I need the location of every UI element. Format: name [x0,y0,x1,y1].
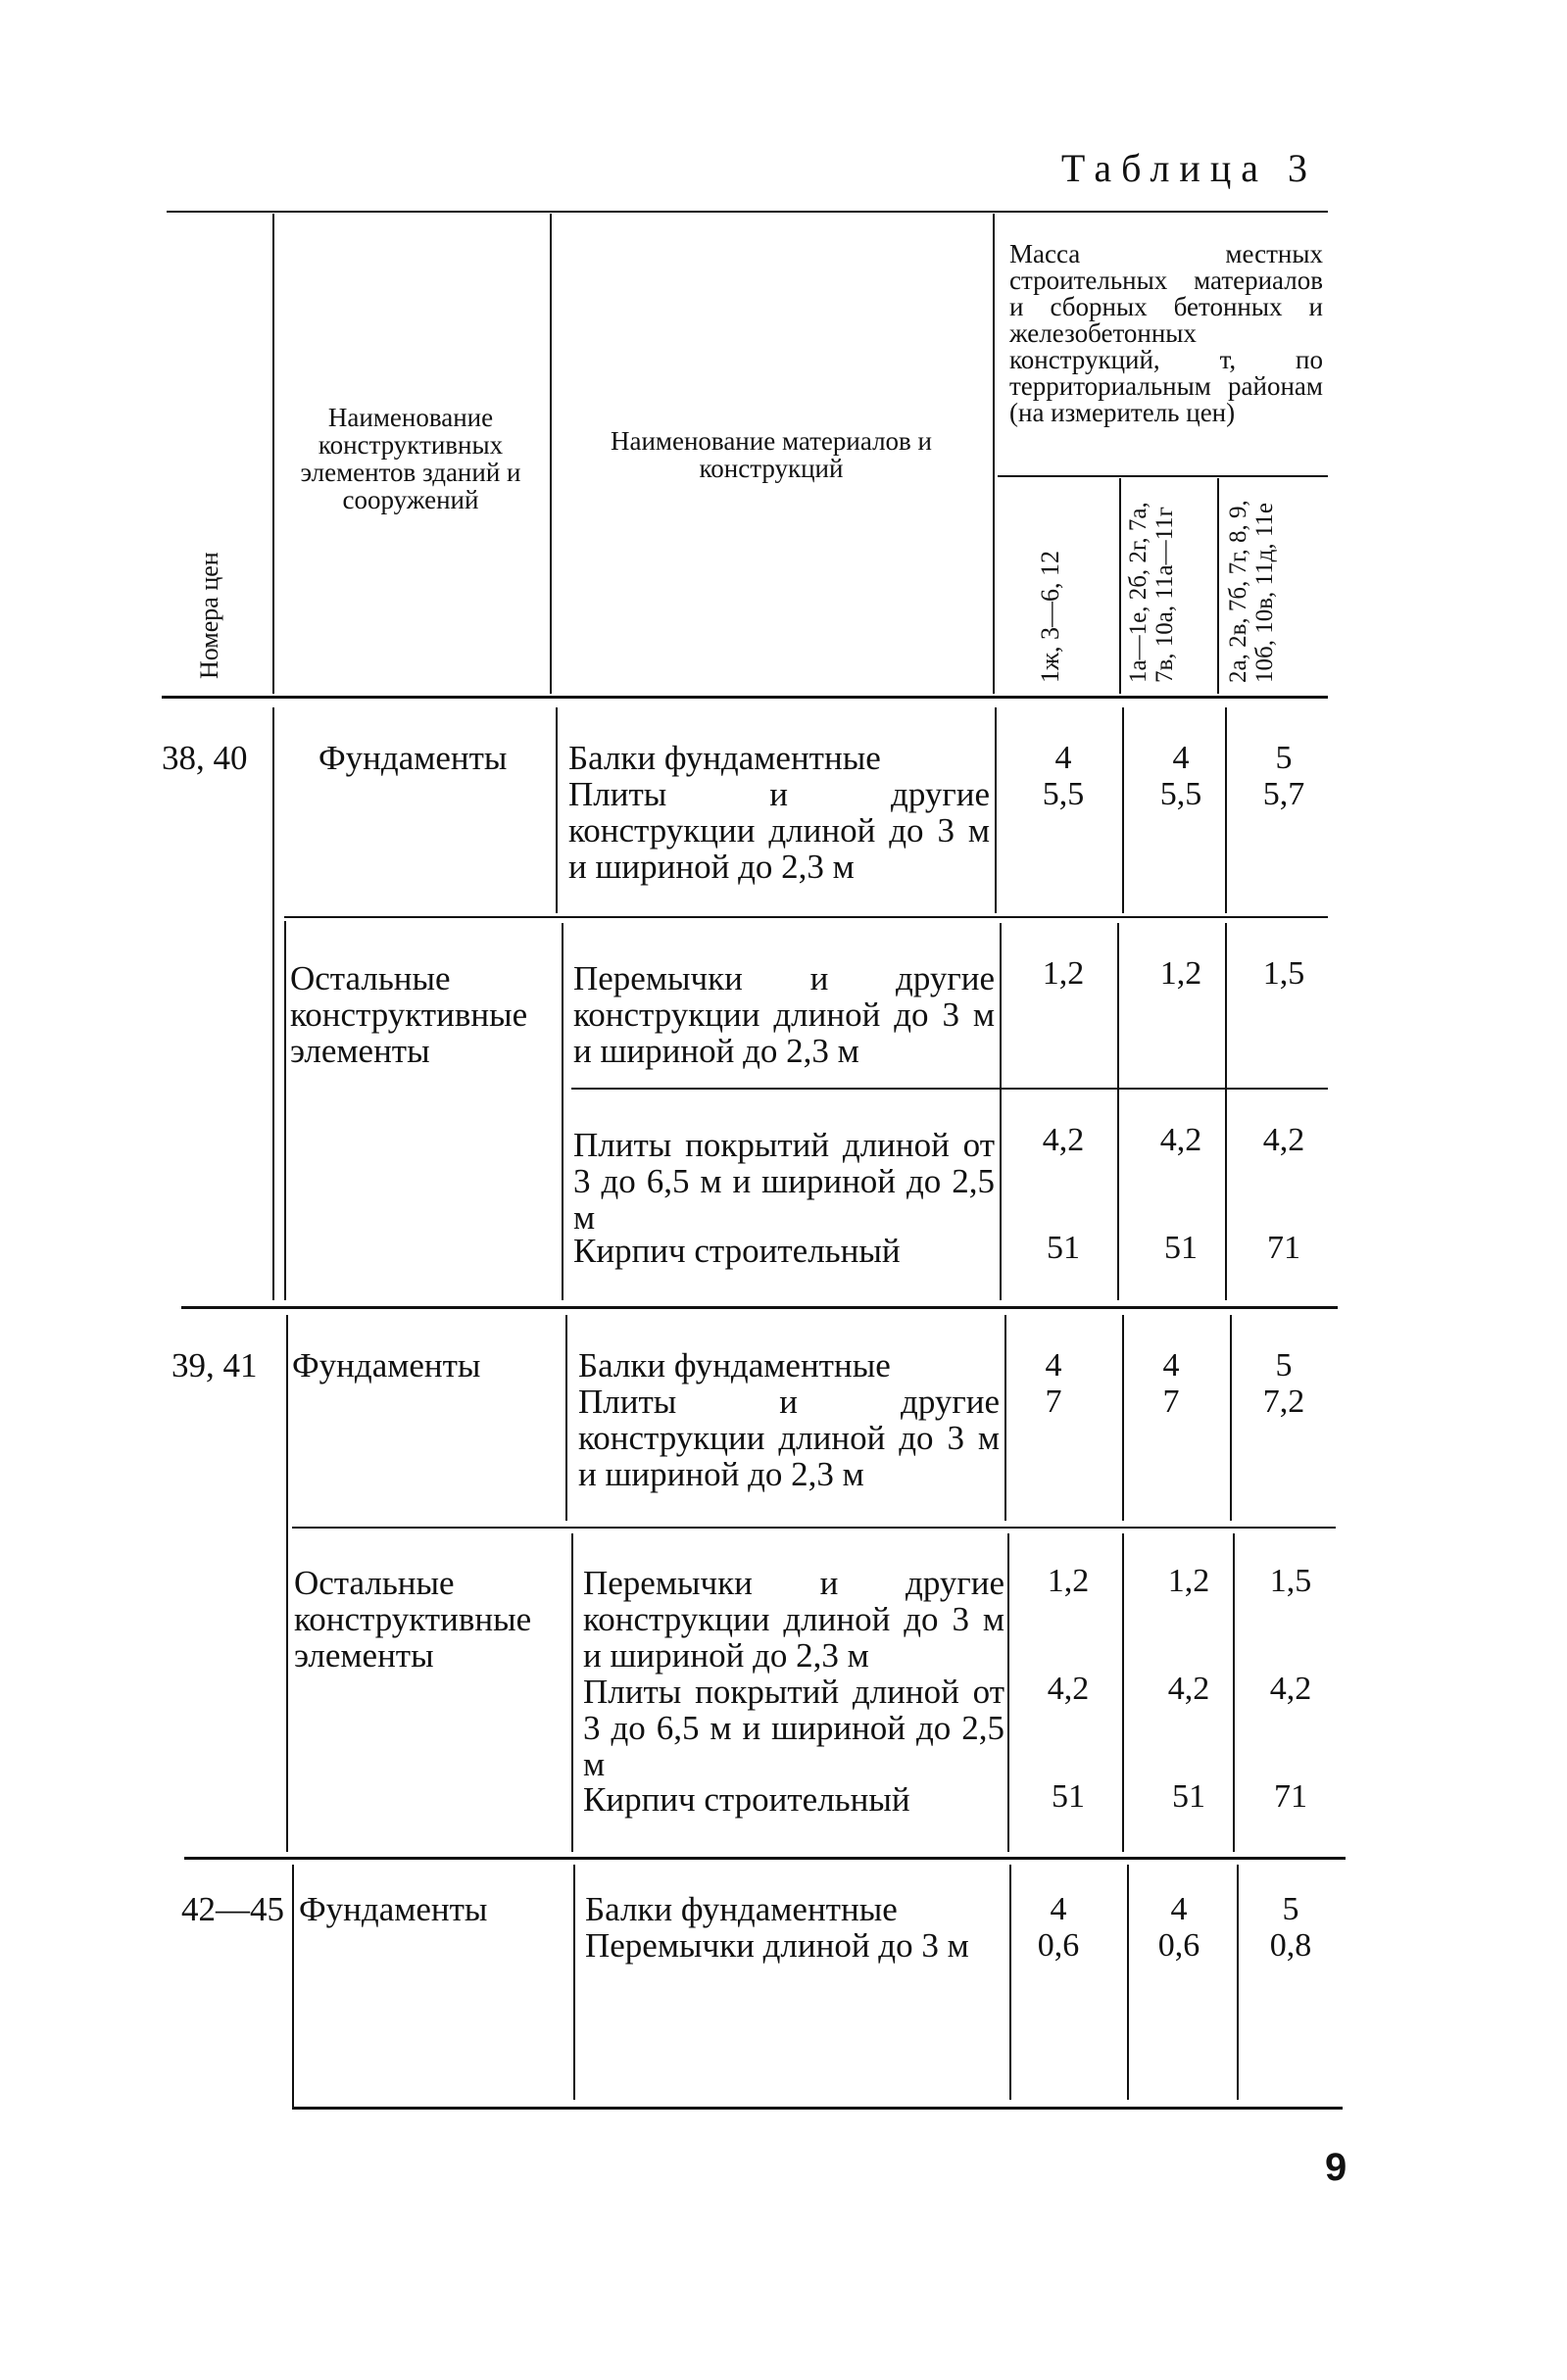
section-element-g2-s1: Фундаменты [292,1346,481,1384]
value: 51 [1047,1230,1080,1266]
divider-g1-b [556,707,558,913]
value: 7 [1162,1384,1180,1420]
value: 4,2 [1262,1122,1305,1158]
divider-g2-b [565,1315,567,1521]
value: 5 [1275,740,1293,776]
section-rule-g1 [284,916,1328,918]
header-zone-1: 1ж, 3—6, 12 [1036,551,1064,683]
header-divider-2 [550,214,552,694]
header-divider-5 [1217,478,1219,694]
value: 71 [1267,1230,1300,1266]
value: 4 [1050,1891,1067,1927]
section-element-g3-s1: Фундаменты [299,1890,488,1928]
header-bottom-rule [162,696,1328,699]
header-zone-3: 2а, 2в, 7б, 7г, 8, 9, 10б, 10в, 11д, 11е [1225,500,1278,683]
value: 4,2 [1047,1671,1090,1707]
item-g1-s2-i3: Кирпич строительный [573,1232,901,1270]
value: 5 [1282,1891,1299,1927]
section-element-g1-s1: Фундаменты [318,739,508,777]
value: 5 [1275,1347,1293,1384]
item-g3-s1-i1: Балки фундаментные [585,1890,898,1928]
section-element-g1-s2: Остальные конструктивные элементы [290,959,528,1070]
value: 1,2 [1042,955,1085,992]
value: 51 [1052,1778,1085,1815]
value: 1,2 [1047,1563,1090,1599]
divider-g2-h [1122,1533,1124,1852]
value: 51 [1164,1230,1198,1266]
item-g2-s2-i1: Перемычки и другие конструкции длиной до 3 м и шириной до 2,3 м [583,1564,1004,1675]
divider-g2-g [1007,1533,1009,1852]
item-g2-s1-i2: Плиты и другие конструкции длиной до 3 м и шириной до 2,3 м [578,1383,1000,1493]
item-g1-s1-i1: Балки фундаментные [568,739,881,777]
divider-g2-f [571,1533,573,1852]
price-numbers-39-41: 39, 41 [171,1346,258,1384]
value: 0,6 [1037,1927,1080,1964]
divider-g1-a [272,707,274,1300]
value: 5,5 [1159,776,1202,812]
header-divider-3 [993,214,995,694]
header-divider-1 [272,214,274,694]
row-rule-g1 [571,1088,1328,1090]
group-rule-1 [181,1306,1338,1309]
value: 4,2 [1269,1671,1312,1707]
divider-g1-c [995,707,997,913]
header-mass: Масса местных строительных материалов и сборных бетонных и железобетонных конструкций, т, по территориальным районам (на измеритель цен) [1009,239,1323,427]
item-g3-s1-i2: Перемычки длиной до 3 м [585,1926,969,1965]
price-numbers-38-40: 38, 40 [162,739,248,777]
divider-g1-d [1122,707,1124,913]
value: 4 [1172,740,1190,776]
value: 4,2 [1167,1671,1210,1707]
header-mass-rule [998,475,1328,477]
value: 4 [1170,1891,1188,1927]
value: 1,2 [1159,955,1202,992]
divider-g1-g [1000,923,1002,1300]
price-numbers-42-45: 42—45 [181,1890,284,1928]
value: 4 [1045,1347,1062,1384]
page-number: 9 [1325,2146,1347,2189]
item-g1-s2-i2: Плиты покрытий длиной от 3 до 6,5 м и шириной до 2,5 м [573,1126,995,1237]
value: 51 [1172,1778,1205,1815]
item-g1-s1-i2: Плиты и другие конструкции длиной до 3 м и шириной до 2,3 м [568,775,990,886]
divider-g1-a2 [284,921,286,1300]
value: 0,8 [1269,1927,1312,1964]
value: 5,5 [1042,776,1085,812]
table-caption: Таблица 3 [1060,146,1317,190]
value: 5,7 [1262,776,1305,812]
value: 7,2 [1262,1384,1305,1420]
item-g2-s2-i3: Кирпич строительный [583,1780,910,1819]
item-g2-s2-i2: Плиты покрытий длиной от 3 до 6,5 м и шириной до 2,5 м [583,1673,1004,1783]
header-element-name: Наименование конструктивных элементов зданий и сооружений [300,403,521,514]
table-top-rule [167,211,1328,213]
divider-g3-a [292,1865,294,2110]
value: 7 [1045,1384,1062,1420]
header-divider-4 [1119,478,1121,694]
item-g1-s2-i1: Перемычки и другие конструкции длиной до 3 м и шириной до 2,3 м [573,959,995,1070]
value: 4 [1162,1347,1180,1384]
header-zone-2: 1а—1е, 2б, 2г, 7а, 7в, 10а, 11а—11г [1125,502,1178,683]
value: 1,5 [1262,955,1305,992]
section-rule-g2 [292,1527,1336,1529]
value: 1,2 [1167,1563,1210,1599]
divider-g1-f [562,923,563,1300]
value: 4,2 [1159,1122,1202,1158]
divider-g2-a [286,1315,288,1852]
section-element-g2-s2: Остальные конструктивные элементы [294,1564,532,1675]
divider-g3-b [573,1865,575,2100]
header-material-name: Наименование материалов и конструкций [610,426,933,483]
value: 1,5 [1269,1563,1312,1599]
divider-g1-h [1117,923,1119,1300]
header-price-numbers: Номера цен [195,552,223,679]
value: 0,6 [1157,1927,1200,1964]
value: 71 [1274,1778,1307,1815]
value: 4 [1054,740,1072,776]
value: 4,2 [1042,1122,1085,1158]
item-g2-s1-i1: Балки фундаментные [578,1346,891,1384]
table-bottom-rule [294,2107,1343,2110]
group-rule-2 [184,1857,1346,1860]
